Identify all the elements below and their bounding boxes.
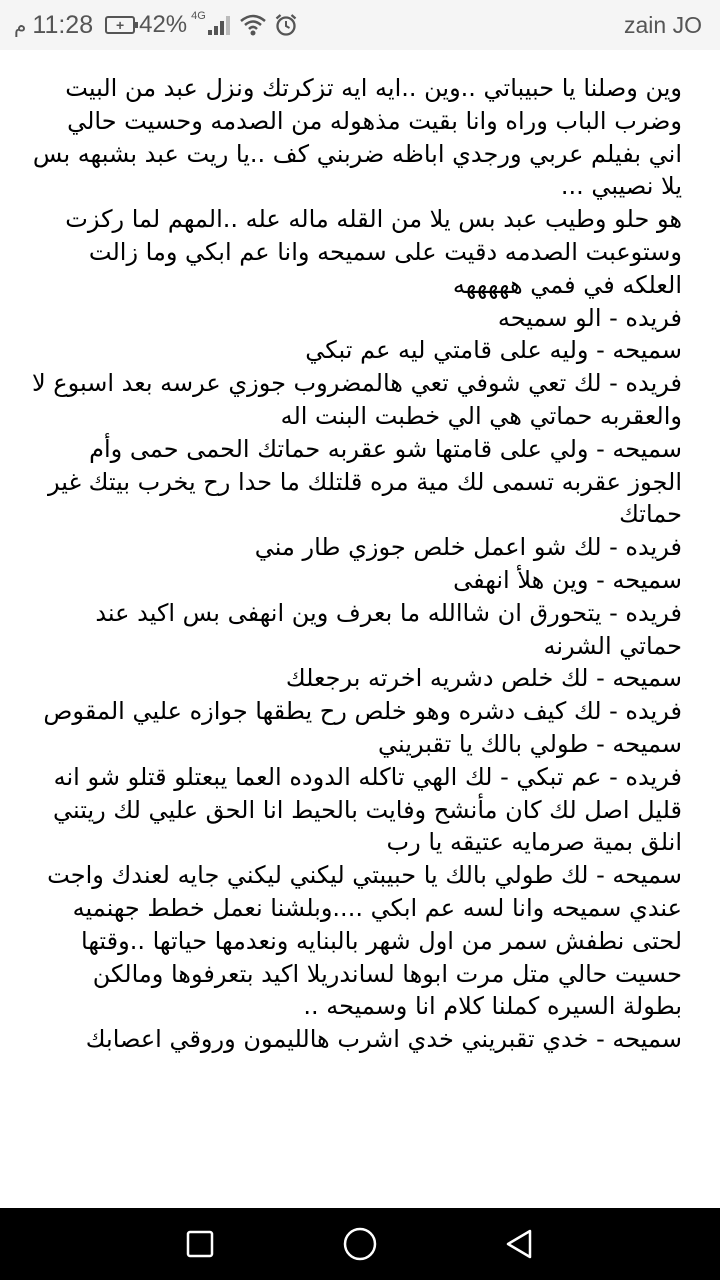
- paragraph: سميحه - ولي على قامتها شو عقربه حماتك الحمى حمى وأم الجوز عقربه تسمى لك مية مره قلتلك ما حدا رح يخرب بيتك غير حماتك: [47, 434, 682, 529]
- paragraph: هو حلو وطيب عبد بس يلا من القله ماله عله ..المهم لما ركزت وستوعبت الصدمه دقيت على سميحه وانا عم ابكي وما زالت العلكه في فمي هههههه: [65, 205, 682, 299]
- home-icon[interactable]: [342, 1226, 378, 1262]
- battery-charging-icon: +: [105, 16, 135, 34]
- paragraph: فريده - عم تبكي - لك الهي تاكله الدوده العما يبعتلو قتلو شو انه قليل اصل لك كان مأنشح وفايت بالحيط انا الحق عليي لك ريتني انلق بمية صرمايه عتيقه يا رب: [52, 762, 682, 857]
- paragraph: سميحه - وليه على قامتي ليه عم تبكي: [305, 336, 682, 365]
- paragraph: وين وصلنا يا حبيباتي ..وين ..ايه ايه تزكرتك ونزل عبد من البيت وضرب الباب وراه وانا بقيت مذهوله من الصدمه وحسيت حالي اني بفيلم عربي ورجدي اباظه ضربني كف ..يا ريت عبد بشبهه بس يلا نصيبي ...: [32, 74, 682, 201]
- alarm-icon: [274, 13, 298, 37]
- paragraph: فريده - لك شو اعمل خلص جوزي طار مني: [254, 533, 682, 562]
- paragraph: سميحه - وين هلأ انهفى: [453, 565, 682, 594]
- clock: 11:28: [32, 10, 94, 39]
- paragraph: سميحه - طولي بالك يا تقبريني: [378, 729, 682, 758]
- signal-icon: [208, 15, 232, 35]
- status-bar: [0, 0, 720, 50]
- status-left-group: [14, 8, 298, 42]
- navigation-bar: [0, 1208, 720, 1280]
- paragraph: فريده - يتحورق ان شاالله ما بعرف وين انهفى بس اكيد عند حماتي الشرنه: [95, 598, 682, 660]
- network-type: 4G: [191, 10, 206, 22]
- carrier-name: zain JO: [624, 12, 702, 38]
- paragraph: فريده - لك تعي شوفي تعي هالمضروب جوزي عرسه بعد اسبوع لا والعقربه حماتي هي الي خطبت البنت اله: [31, 369, 682, 430]
- paragraph: سميحه - خدي تقبريني خدي اشرب هالليمون وروقي اعصابك: [85, 1025, 682, 1054]
- paragraph: فريده - لك كيف دشره وهو خلص رح يطقها جوازه عليي المقوص: [43, 697, 682, 726]
- battery-percent: 42%: [139, 11, 188, 38]
- time-period: م: [14, 14, 27, 37]
- paragraph: فريده - الو سميحه: [497, 303, 682, 332]
- back-icon[interactable]: [502, 1226, 538, 1262]
- recent-apps-icon[interactable]: [182, 1226, 218, 1262]
- paragraph: سميحه - لك خلص دشريه اخرته برجعلك: [285, 664, 682, 693]
- story-text: [30, 72, 682, 1208]
- paragraph: سميحه - لك طولي بالك يا حبيبتي ليكني ليكني جايه لعندك واجت عندي سميحه وانا لسه عم ابكي ....وبلشنا نعمل خطط جهنميه لحتى نطفش سمر من اول شهر بالبنايه ونعدمها حياتها ..وقتها حسيت حالي متل مرت ابوها لساندريلا اكيد بتعرفوها ومالكن بطولة السيره كملنا كلام انا وسميحه ..: [47, 861, 682, 1021]
- wifi-icon: [240, 14, 266, 36]
